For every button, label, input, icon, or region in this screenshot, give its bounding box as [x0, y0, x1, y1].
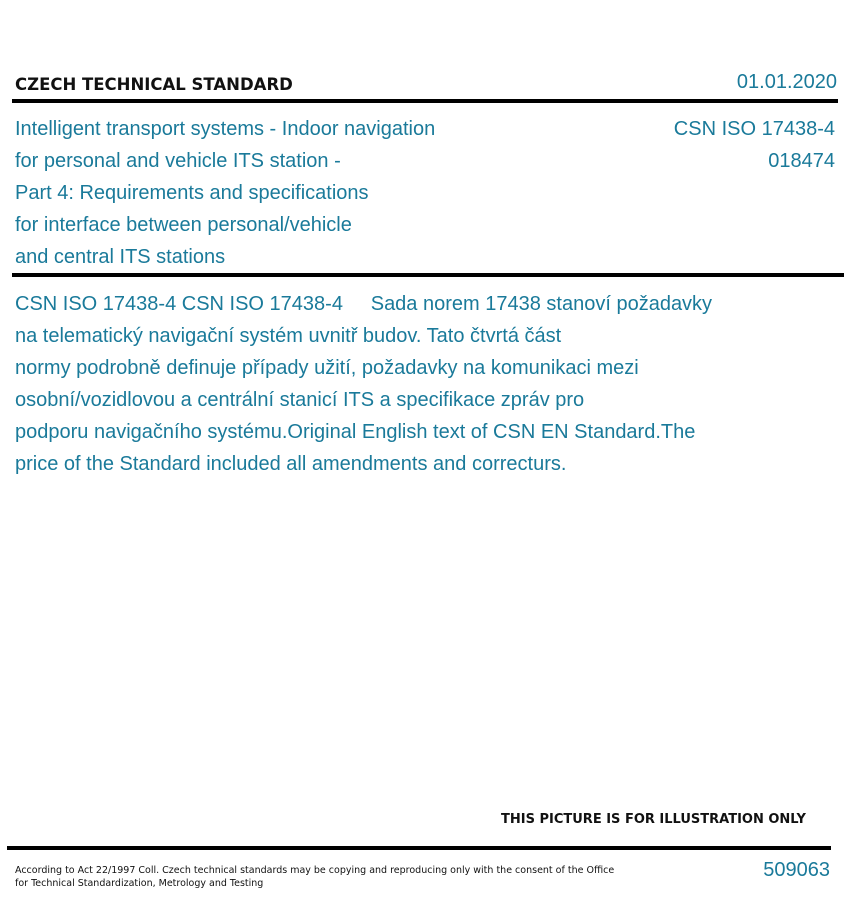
standard-description [15, 288, 712, 480]
legal-notice [15, 864, 614, 890]
legal-line: According to Act 22/1997 Coll. Czech technical standards may be copying and reproducing only with the consent of the Office [15, 865, 615, 876]
title-divider [12, 273, 844, 277]
description-line: normy podrobně definuje případy užití, požadavky na komunikaci mezi [15, 357, 639, 379]
legal-line: for Technical Standardization, Metrology and Testing [15, 878, 264, 889]
title-line: for interface between personal/vehicle [15, 214, 352, 236]
document-code: 509063 [763, 859, 830, 881]
standard-reference [674, 113, 835, 177]
effective-date: 01.01.2020 [736, 71, 837, 93]
description-line: osobní/vozidlovou a centrální stanicí ITS a specifikace zpráv pro [15, 389, 585, 411]
document-type-label: CZECH TECHNICAL STANDARD [15, 75, 293, 94]
description-line: price of the Standard included all amendments and correcturs. [15, 453, 567, 475]
description-line: na telematický navigační systém uvnitř budov. Tato čtvrtá část [15, 325, 562, 347]
illustration-notice: THIS PICTURE IS FOR ILLUSTRATION ONLY [501, 812, 806, 827]
description-line: CSN ISO 17438-4 CSN ISO 17438-4 Sada norem 17438 stanoví požadavky [15, 293, 713, 315]
catalog-number: 018474 [768, 150, 835, 172]
header-divider [12, 99, 838, 103]
title-line: Intelligent transport systems - Indoor navigation [15, 118, 436, 140]
standard-title [15, 113, 435, 273]
description-line: podporu navigačního systému.Original English text of CSN EN Standard.The [15, 421, 696, 443]
standard-designation: CSN ISO 17438-4 [673, 118, 835, 140]
title-line: and central ITS stations [15, 246, 226, 268]
title-line: for personal and vehicle ITS station - [15, 150, 341, 172]
footer-divider [7, 846, 831, 850]
title-line: Part 4: Requirements and specifications [15, 182, 369, 204]
